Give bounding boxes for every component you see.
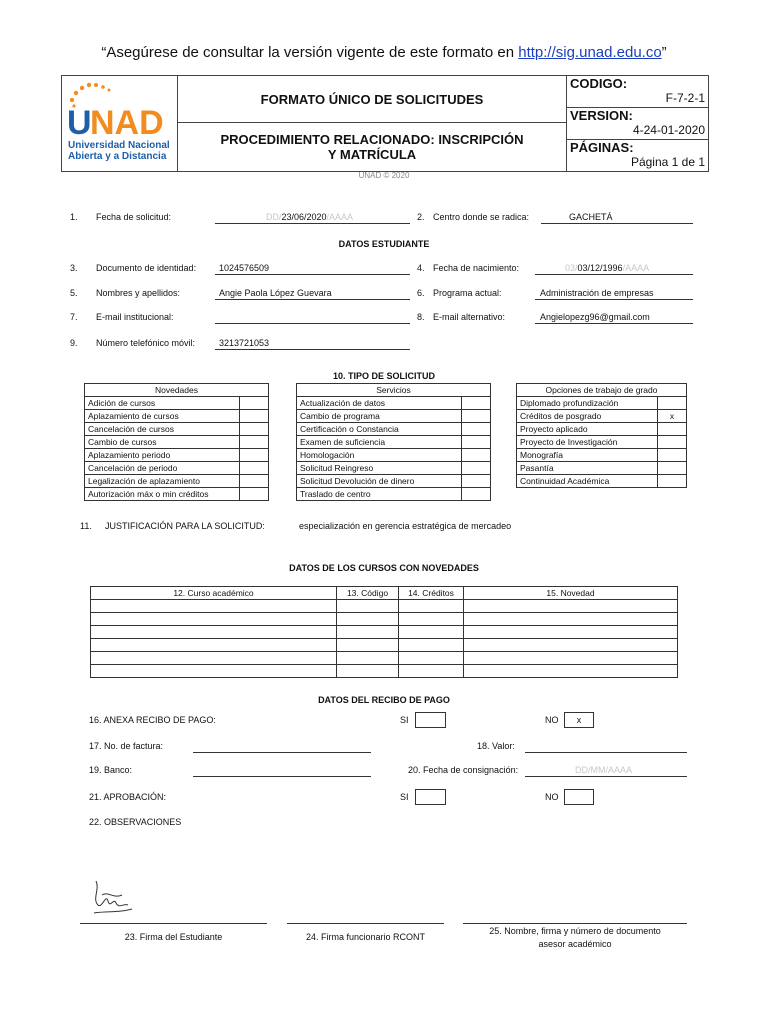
opciones-item-checkbox[interactable]	[658, 475, 687, 488]
opciones-item-label: Pasantía	[517, 462, 658, 475]
table-cell[interactable]	[399, 652, 464, 665]
novedades-item-label: Autorización máx o min créditos	[85, 488, 240, 501]
novedades-row	[85, 436, 269, 449]
field-3-label: Documento de identidad:	[96, 263, 197, 273]
table-cell[interactable]	[337, 626, 399, 639]
novedades-row	[85, 462, 269, 475]
opciones-item-checkbox[interactable]	[658, 397, 687, 410]
field-7-line[interactable]	[215, 323, 410, 324]
r16-si-label: SI	[400, 715, 409, 725]
firma-estudiante-line[interactable]	[80, 923, 267, 924]
opciones-header: Opciones de trabajo de grado	[517, 384, 687, 397]
servicios-row	[297, 488, 491, 501]
student-signature	[88, 873, 138, 921]
servicios-row	[297, 462, 491, 475]
table-cell[interactable]	[464, 665, 678, 678]
justificacion-num: 11.	[80, 521, 92, 531]
opciones-row	[517, 410, 687, 423]
opciones-item-checkbox[interactable]: x	[658, 410, 687, 423]
novedades-item-label: Cancelación de periodo	[85, 462, 240, 475]
copyright: UNAD © 2020	[358, 171, 410, 180]
novedades-item-label: Aplazamiento periodo	[85, 449, 240, 462]
table-cell[interactable]	[399, 600, 464, 613]
field-4-line[interactable]	[535, 274, 693, 275]
novedades-item-label: Cambio de cursos	[85, 436, 240, 449]
table-cell[interactable]	[91, 652, 337, 665]
header-curso: 12. Curso académico	[91, 587, 337, 600]
logo-text: Universidad Nacional Abierta y a Distancia	[68, 140, 170, 162]
cursos-title: DATOS DE LOS CURSOS CON NOVEDADES	[289, 563, 479, 573]
novedades-row	[85, 423, 269, 436]
opciones-item-label: Diplomado profundización	[517, 397, 658, 410]
r21-no-label: NO	[545, 792, 559, 802]
field-7-label: E-mail institucional:	[96, 312, 174, 322]
novedades-item-checkbox[interactable]	[240, 410, 269, 423]
anexa-recibo-label: 16. ANEXA RECIBO DE PAGO:	[89, 715, 216, 725]
field-8-line[interactable]	[535, 323, 693, 324]
field-8-label: E-mail alternativo:	[433, 312, 506, 322]
banco-line[interactable]	[193, 776, 371, 777]
cursos-table	[90, 586, 678, 678]
servicios-row	[297, 397, 491, 410]
fecha-consignacion-placeholder: DD/MM/AAAA	[575, 765, 633, 775]
field-8-num: 8.	[417, 312, 425, 322]
opciones-item-label: Monografía	[517, 449, 658, 462]
opciones-item-checkbox[interactable]	[658, 436, 687, 449]
table-cell[interactable]	[91, 639, 337, 652]
opciones-row	[517, 475, 687, 488]
r16-no-label: NO	[545, 715, 559, 725]
field-6-line[interactable]	[535, 299, 693, 300]
header-codigo: 13. Código	[337, 587, 399, 600]
opciones-row	[517, 436, 687, 449]
servicios-row	[297, 449, 491, 462]
sig-link[interactable]: http://sig.unad.edu.co	[518, 44, 662, 61]
table-cell[interactable]	[464, 639, 678, 652]
servicios-header: Servicios	[297, 384, 491, 397]
table-cell[interactable]	[91, 613, 337, 626]
servicios-item-label: Homologación	[297, 449, 462, 462]
servicios-item-checkbox[interactable]	[462, 436, 491, 449]
opciones-item-label: Proyecto aplicado	[517, 423, 658, 436]
table-row	[91, 639, 678, 652]
datos-estudiante-title: DATOS ESTUDIANTE	[338, 239, 430, 249]
unad-logo	[62, 76, 178, 171]
servicios-table	[296, 383, 491, 501]
svg-text:U: U	[67, 104, 92, 142]
novedades-item-checkbox[interactable]	[240, 436, 269, 449]
servicios-item-label: Actualización de datos	[297, 397, 462, 410]
firma-rcont-line[interactable]	[287, 923, 444, 924]
field-2-num: 2.	[417, 212, 425, 222]
novedades-item-checkbox[interactable]	[240, 462, 269, 475]
r21-si-label: SI	[400, 792, 409, 802]
servicios-item-label: Certificación o Constancia	[297, 423, 462, 436]
email-alternativo-value: Angielopezg96@gmail.com	[540, 312, 650, 322]
fecha-nacimiento-value: 03/03/12/1996/AAAA	[565, 263, 650, 273]
fecha-consignacion-label: 20. Fecha de consignación:	[408, 765, 519, 775]
field-1-line[interactable]	[215, 223, 410, 224]
header-novedad: 15. Novedad	[464, 587, 678, 600]
field-3-num: 3.	[70, 263, 78, 273]
valor-label: 18. Valor:	[477, 741, 515, 751]
table-cell[interactable]	[91, 665, 337, 678]
table-cell[interactable]	[399, 626, 464, 639]
novedades-row	[85, 449, 269, 462]
factura-label: 17. No. de factura:	[89, 741, 164, 751]
servicios-item-label: Solicitud Reingreso	[297, 462, 462, 475]
servicios-item-checkbox[interactable]	[462, 462, 491, 475]
table-row	[91, 652, 678, 665]
servicios-item-checkbox[interactable]	[462, 397, 491, 410]
table-cell[interactable]	[91, 600, 337, 613]
novedades-item-checkbox[interactable]	[240, 423, 269, 436]
novedades-row	[85, 488, 269, 501]
table-cell[interactable]	[337, 613, 399, 626]
documento-value: 1024576509	[219, 263, 270, 273]
field-5-line[interactable]	[215, 299, 410, 300]
field-4-num: 4.	[417, 263, 425, 273]
field-9-num: 9.	[70, 338, 78, 348]
servicios-item-checkbox[interactable]	[462, 475, 491, 488]
svg-text:NAD: NAD	[90, 104, 164, 142]
field-4-label: Fecha de nacimiento:	[433, 263, 520, 273]
opciones-row	[517, 397, 687, 410]
novedades-item-label: Cancelación de cursos	[85, 423, 240, 436]
table-row	[91, 613, 678, 626]
opciones-item-label: Continuidad Académica	[517, 475, 658, 488]
servicios-item-label: Solicitud Devolución de dinero	[297, 475, 462, 488]
servicios-item-checkbox[interactable]	[462, 410, 491, 423]
servicios-item-checkbox[interactable]	[462, 423, 491, 436]
servicios-row	[297, 436, 491, 449]
novedades-row	[85, 397, 269, 410]
opciones-item-checkbox[interactable]	[658, 423, 687, 436]
table-cell[interactable]	[399, 665, 464, 678]
table-row	[91, 600, 678, 613]
novedades-row	[85, 475, 269, 488]
opciones-item-label: Proyecto de Investigación	[517, 436, 658, 449]
opciones-row	[517, 462, 687, 475]
justificacion-value: especialización en gerencia estratégica de mercadeo	[299, 521, 512, 531]
novedades-table	[84, 383, 269, 501]
version-notice: “Asegúrese de consultar la versión vigente de este formato en http://sig.unad.edu.co”	[101, 44, 667, 61]
table-cell[interactable]	[464, 626, 678, 639]
form-title: FORMATO ÚNICO DE SOLICITUDES	[178, 76, 566, 123]
fecha-solicitud-value: DD/23/06/2020/AAAA	[266, 212, 354, 222]
field-9-line[interactable]	[215, 349, 410, 350]
opciones-item-checkbox[interactable]	[658, 449, 687, 462]
procedure-title: PROCEDIMIENTO RELACIONADO: INSCRIPCIÓN Y MATRÍCULA	[220, 132, 524, 162]
servicios-row	[297, 423, 491, 436]
field-2-label: Centro donde se radica:	[433, 212, 530, 222]
servicios-row	[297, 410, 491, 423]
table-cell[interactable]	[337, 652, 399, 665]
table-cell[interactable]	[399, 613, 464, 626]
r21-no-box[interactable]	[564, 789, 594, 805]
programa-value: Administración de empresas	[540, 288, 654, 298]
tipo-solicitud-title: 10. TIPO DE SOLICITUD	[332, 371, 435, 381]
table-cell[interactable]	[91, 626, 337, 639]
servicios-row	[297, 475, 491, 488]
table-row	[91, 626, 678, 639]
novedades-item-checkbox[interactable]	[240, 397, 269, 410]
opciones-item-label: Créditos de posgrado	[517, 410, 658, 423]
opciones-item-checkbox[interactable]	[658, 462, 687, 475]
telefono-value: 3213721053	[219, 338, 270, 348]
justificacion-label: JUSTIFICACIÓN PARA LA SOLICITUD:	[105, 521, 265, 531]
opciones-row	[517, 423, 687, 436]
version-cell: VERSION: 4-24-01-2020	[567, 108, 708, 140]
field-3-line[interactable]	[215, 274, 410, 275]
field-7-num: 7.	[70, 312, 78, 322]
opciones-table	[516, 383, 687, 488]
servicios-item-label: Examen de suficiencia	[297, 436, 462, 449]
table-row	[91, 665, 678, 678]
novedades-item-label: Legalización de aplazamiento	[85, 475, 240, 488]
r16-no-box[interactable]: x	[564, 712, 594, 728]
document-header	[61, 75, 709, 172]
firma-asesor-line[interactable]	[463, 923, 687, 924]
table-cell[interactable]	[399, 639, 464, 652]
novedades-row	[85, 410, 269, 423]
firma-asesor-label: 25. Nombre, firma y número de documento asesor académico	[489, 926, 661, 949]
opciones-row	[517, 449, 687, 462]
table-cell[interactable]	[464, 600, 678, 613]
table-cell[interactable]	[464, 652, 678, 665]
novedades-header: Novedades	[85, 384, 269, 397]
field-1-label: Fecha de solicitud:	[96, 212, 172, 222]
novedades-item-label: Adición de cursos	[85, 397, 240, 410]
table-cell[interactable]	[337, 665, 399, 678]
servicios-item-label: Traslado de centro	[297, 488, 462, 501]
novedades-item-checkbox[interactable]	[240, 449, 269, 462]
aprobacion-label: 21. APROBACIÓN:	[89, 792, 167, 802]
field-6-num: 6.	[417, 288, 425, 298]
factura-line[interactable]	[193, 752, 371, 753]
centro-value: GACHETÁ	[569, 212, 613, 222]
field-2-line[interactable]	[541, 223, 693, 224]
field-1-num: 1.	[70, 212, 78, 222]
nombres-value: Angie Paola López Guevara	[219, 288, 332, 298]
servicios-item-checkbox[interactable]	[462, 449, 491, 462]
field-9-label: Número telefónico móvil:	[96, 338, 196, 348]
table-cell[interactable]	[464, 613, 678, 626]
observaciones-label: 22. OBSERVACIONES	[89, 817, 182, 827]
r21-si-box[interactable]	[415, 789, 446, 805]
valor-line[interactable]	[525, 752, 687, 753]
firma-rcont-label: 24. Firma funcionario RCONT	[305, 932, 426, 942]
banco-label: 19. Banco:	[89, 765, 133, 775]
novedades-item-checkbox[interactable]	[240, 488, 269, 501]
codigo-cell: CODIGO: F-7-2-1	[567, 76, 708, 108]
servicios-item-label: Cambio de programa	[297, 410, 462, 423]
field-5-label: Nombres y apellidos:	[96, 288, 181, 298]
recibo-title: DATOS DEL RECIBO DE PAGO	[318, 695, 450, 705]
fecha-consignacion-line[interactable]	[525, 776, 687, 777]
header-creditos: 14. Créditos	[399, 587, 464, 600]
firma-estudiante-label: 23. Firma del Estudiante	[124, 932, 223, 942]
paginas-cell: PÁGINAS: Página 1 de 1	[570, 140, 705, 169]
field-5-num: 5.	[70, 288, 78, 298]
novedades-item-label: Aplazamiento de cursos	[85, 410, 240, 423]
novedades-item-checkbox[interactable]	[240, 475, 269, 488]
field-6-label: Programa actual:	[433, 288, 502, 298]
r16-si-box[interactable]	[415, 712, 446, 728]
table-cell[interactable]	[337, 600, 399, 613]
table-cell[interactable]	[337, 639, 399, 652]
servicios-item-checkbox[interactable]	[462, 488, 491, 501]
